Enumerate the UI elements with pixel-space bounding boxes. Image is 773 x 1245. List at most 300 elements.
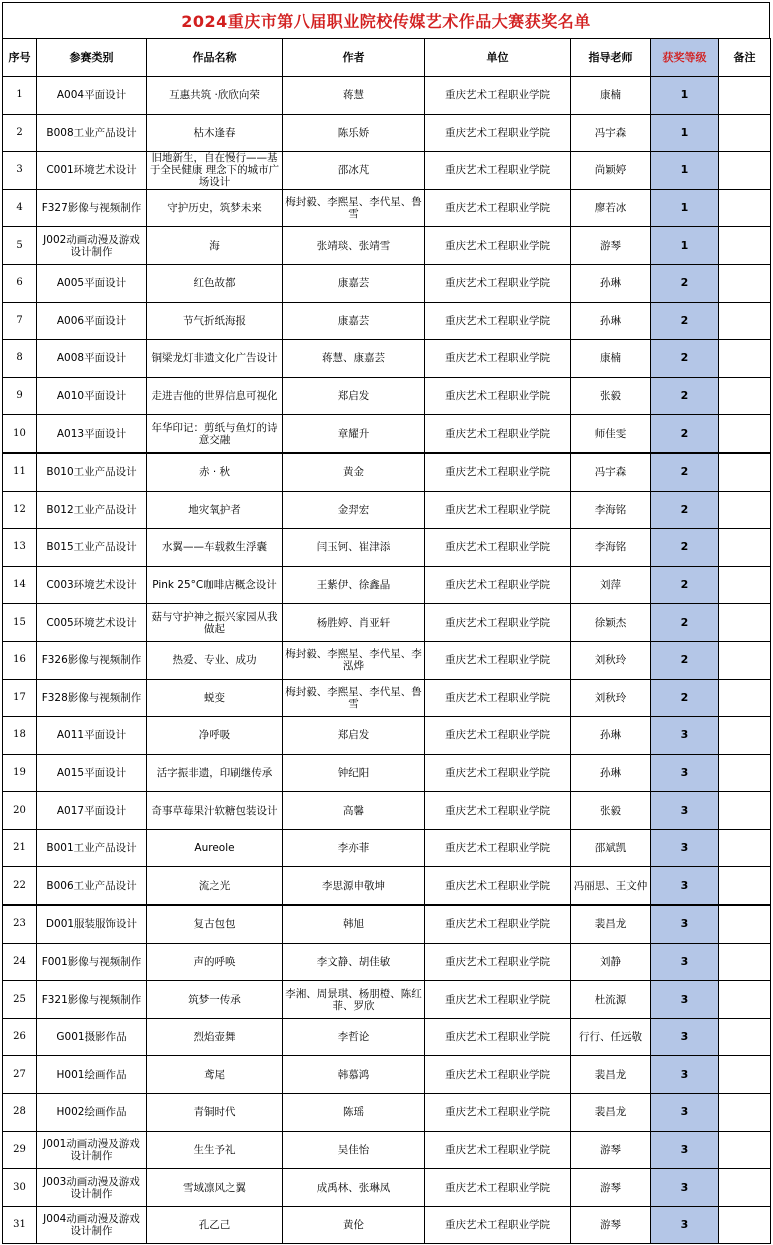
cell-no xyxy=(3,114,37,152)
cell-author-text: 李哲论 xyxy=(337,1031,370,1044)
cell-category-text: C005环境艺术设计 xyxy=(46,616,137,629)
cell-award-level xyxy=(651,77,719,115)
cell-note xyxy=(719,717,771,755)
cell-note xyxy=(719,905,771,943)
cell-award-level xyxy=(651,566,719,604)
cell-work-text: 互惠共筑 ·欣欣向荣 xyxy=(169,89,260,102)
cell-teacher xyxy=(571,77,651,115)
cell-no-text: 12 xyxy=(13,503,26,515)
cell-author-text: 陈乐娇 xyxy=(337,126,370,139)
cell-no xyxy=(3,867,37,905)
cell-work xyxy=(147,377,283,415)
cell-author-text: 黄伦 xyxy=(343,1219,364,1232)
cell-work xyxy=(147,302,283,340)
cell-work-text: 铜梁龙灯非遗文化广告设计 xyxy=(151,352,278,365)
cell-author xyxy=(283,152,425,190)
table-row xyxy=(3,1018,771,1056)
cell-no-text: 13 xyxy=(13,541,26,553)
cell-teacher-text: 尚颖婷 xyxy=(594,164,627,177)
cell-award-level-text: 3 xyxy=(680,1106,689,1119)
cell-award-level-text: 2 xyxy=(680,654,689,667)
cell-work xyxy=(147,981,283,1019)
cell-author-text: 李湘、周景琪、杨朋橙、陈红菲、罗欣 xyxy=(285,987,422,1012)
table-row xyxy=(3,114,771,152)
cell-work xyxy=(147,114,283,152)
cell-category-text: F327影像与视频制作 xyxy=(41,202,142,215)
cell-author xyxy=(283,529,425,567)
cell-no-text: 26 xyxy=(13,1031,26,1043)
cell-no-text: 29 xyxy=(13,1143,26,1155)
cell-award-level xyxy=(651,415,719,453)
cell-award-level xyxy=(651,604,719,642)
cell-work xyxy=(147,943,283,981)
cell-author xyxy=(283,679,425,717)
table-row xyxy=(3,1056,771,1094)
table-row xyxy=(3,302,771,340)
cell-no xyxy=(3,1018,37,1056)
cell-work xyxy=(147,829,283,867)
cell-unit-text: 重庆艺术工程职业学院 xyxy=(445,1219,550,1232)
cell-award-level xyxy=(651,453,719,491)
cell-unit xyxy=(425,340,571,378)
cell-work-text: 旧地新生，自在慢行——基于全民健康 理念下的城市广场设计 xyxy=(149,152,280,189)
cell-award-level-text: 1 xyxy=(680,164,689,177)
cell-award-level xyxy=(651,189,719,227)
cell-category xyxy=(37,829,147,867)
cell-category xyxy=(37,377,147,415)
cell-category-text: A004平面设计 xyxy=(56,89,127,102)
cell-category xyxy=(37,679,147,717)
cell-award-level-text: 1 xyxy=(680,126,689,139)
cell-category-text: J003动画动漫及游戏设计制作 xyxy=(43,1175,140,1200)
award-list-sheet xyxy=(2,2,770,1244)
cell-no-text: 14 xyxy=(13,579,26,591)
cell-category xyxy=(37,641,147,679)
cell-award-level xyxy=(651,981,719,1019)
cell-unit xyxy=(425,189,571,227)
cell-work xyxy=(147,529,283,567)
cell-category xyxy=(37,1018,147,1056)
sheet-title: 2024重庆市第八届职业院校传媒艺术作品大赛获奖名单 xyxy=(2,2,770,38)
cell-teacher-text: 游琴 xyxy=(600,1219,621,1232)
cell-unit-text: 重庆艺术工程职业学院 xyxy=(445,277,550,290)
cell-author-text: 金羿宏 xyxy=(337,503,370,516)
cell-work-text: 生生予礼 xyxy=(193,1143,236,1156)
cell-no-text: 16 xyxy=(13,654,26,666)
cell-category xyxy=(37,1094,147,1132)
cell-author xyxy=(283,566,425,604)
table-row xyxy=(3,1169,771,1207)
cell-no-text: 24 xyxy=(13,955,26,967)
cell-work xyxy=(147,867,283,905)
cell-no xyxy=(3,604,37,642)
cell-category-text: F328影像与视频制作 xyxy=(41,691,142,704)
cell-unit-text: 重庆艺术工程职业学院 xyxy=(445,993,550,1006)
cell-note xyxy=(719,641,771,679)
cell-work-text: 地灾氧护者 xyxy=(188,503,241,516)
cell-no xyxy=(3,189,37,227)
cell-note xyxy=(719,227,771,265)
cell-note xyxy=(719,1056,771,1094)
cell-work xyxy=(147,264,283,302)
cell-teacher-text: 徐颖杰 xyxy=(594,616,627,629)
header-teacher: 指导老师 xyxy=(571,39,651,77)
cell-unit xyxy=(425,377,571,415)
cell-no xyxy=(3,981,37,1019)
cell-award-level-text: 3 xyxy=(680,766,689,779)
cell-no xyxy=(3,415,37,453)
table-row xyxy=(3,77,771,115)
cell-unit-text: 重庆艺术工程职业学院 xyxy=(445,616,550,629)
cell-award-level xyxy=(651,905,719,943)
cell-author-text: 梅封毅、李熙星、李代星、鲁雪 xyxy=(285,196,422,221)
table-row xyxy=(3,867,771,905)
cell-award-level-text: 3 xyxy=(680,1181,689,1194)
cell-category xyxy=(37,77,147,115)
cell-unit xyxy=(425,829,571,867)
cell-no-text: 8 xyxy=(16,352,23,364)
cell-author xyxy=(283,867,425,905)
cell-teacher xyxy=(571,377,651,415)
cell-category-text: C003环境艺术设计 xyxy=(46,579,137,592)
cell-unit xyxy=(425,453,571,491)
cell-note xyxy=(719,1094,771,1132)
cell-work-text: 枯木逢春 xyxy=(193,126,236,139)
cell-award-level-text: 2 xyxy=(680,466,689,479)
cell-teacher-text: 孙琳 xyxy=(600,766,621,779)
cell-unit xyxy=(425,529,571,567)
cell-author xyxy=(283,981,425,1019)
cell-no xyxy=(3,754,37,792)
cell-teacher xyxy=(571,604,651,642)
cell-award-level xyxy=(651,1131,719,1169)
cell-no-text: 20 xyxy=(13,804,26,816)
cell-no-text: 25 xyxy=(13,993,26,1005)
cell-award-level-text: 1 xyxy=(680,202,689,215)
cell-work-text: 孔乙己 xyxy=(198,1219,231,1232)
cell-category-text: B015工业产品设计 xyxy=(46,541,137,554)
header-work: 作品名称 xyxy=(147,39,283,77)
cell-no-text: 2 xyxy=(16,126,23,138)
cell-teacher-text: 游琴 xyxy=(600,1143,621,1156)
cell-unit xyxy=(425,415,571,453)
cell-work xyxy=(147,604,283,642)
cell-no xyxy=(3,943,37,981)
cell-unit xyxy=(425,77,571,115)
cell-teacher-text: 刘萍 xyxy=(600,579,621,592)
cell-teacher-text: 行行、任远敬 xyxy=(579,1031,642,1044)
cell-author xyxy=(283,754,425,792)
cell-note xyxy=(719,754,771,792)
cell-teacher-text: 师佳雯 xyxy=(594,427,627,440)
cell-work-text: 红色故都 xyxy=(193,277,236,290)
cell-unit-text: 重庆艺术工程职业学院 xyxy=(445,766,550,779)
cell-work-text: 热爱、专业、成功 xyxy=(172,654,257,667)
cell-award-level-text: 3 xyxy=(680,729,689,742)
cell-note xyxy=(719,491,771,529)
cell-category xyxy=(37,867,147,905)
table-row xyxy=(3,792,771,830)
cell-author-text: 高馨 xyxy=(343,804,364,817)
cell-work xyxy=(147,566,283,604)
cell-unit-text: 重庆艺术工程职业学院 xyxy=(445,427,550,440)
cell-work xyxy=(147,227,283,265)
cell-teacher xyxy=(571,1018,651,1056)
cell-teacher-text: 廖若冰 xyxy=(594,202,627,215)
cell-teacher xyxy=(571,641,651,679)
table-row xyxy=(3,943,771,981)
cell-unit-text: 重庆艺术工程职业学院 xyxy=(445,202,550,215)
cell-author-text: 张靖琰、张靖雪 xyxy=(316,239,391,252)
cell-note xyxy=(719,152,771,190)
cell-unit xyxy=(425,604,571,642)
cell-no-text: 19 xyxy=(13,766,26,778)
cell-author-text: 闫玉钶、崔津添 xyxy=(316,541,391,554)
cell-unit xyxy=(425,1169,571,1207)
cell-category-text: A013平面设计 xyxy=(56,427,127,440)
cell-work-text: 节气折纸海报 xyxy=(183,314,246,327)
cell-category-text: G001摄影作品 xyxy=(56,1031,127,1044)
table-row xyxy=(3,227,771,265)
header-author: 作者 xyxy=(283,39,425,77)
cell-note xyxy=(719,340,771,378)
cell-no-text: 7 xyxy=(16,314,23,326)
cell-no xyxy=(3,1056,37,1094)
cell-no xyxy=(3,264,37,302)
cell-teacher xyxy=(571,981,651,1019)
cell-author xyxy=(283,1206,425,1244)
cell-teacher xyxy=(571,453,651,491)
cell-author xyxy=(283,1056,425,1094)
cell-no-text: 22 xyxy=(13,879,26,891)
cell-work xyxy=(147,1056,283,1094)
table-row xyxy=(3,415,771,453)
cell-author-text: 蒋慧、康嘉芸 xyxy=(322,352,385,365)
cell-author xyxy=(283,453,425,491)
cell-author xyxy=(283,792,425,830)
cell-work xyxy=(147,754,283,792)
cell-teacher xyxy=(571,152,651,190)
table-row xyxy=(3,566,771,604)
cell-no xyxy=(3,829,37,867)
cell-award-level-text: 3 xyxy=(680,955,689,968)
cell-unit-text: 重庆艺术工程职业学院 xyxy=(445,1143,550,1156)
cell-award-level-text: 2 xyxy=(680,579,689,592)
cell-unit xyxy=(425,641,571,679)
cell-unit-text: 重庆艺术工程职业学院 xyxy=(445,390,550,403)
cell-category xyxy=(37,453,147,491)
cell-unit-text: 重庆艺术工程职业学院 xyxy=(445,654,550,667)
table-row xyxy=(3,453,771,491)
cell-unit-text: 重庆艺术工程职业学院 xyxy=(445,314,550,327)
cell-note xyxy=(719,1169,771,1207)
cell-award-level xyxy=(651,114,719,152)
header-award-level: 获奖等级 xyxy=(651,39,719,77)
cell-work-text: 赤 · 秋 xyxy=(198,466,230,479)
cell-no xyxy=(3,717,37,755)
table-row xyxy=(3,377,771,415)
cell-author xyxy=(283,1169,425,1207)
table-row xyxy=(3,829,771,867)
cell-category-text: C001环境艺术设计 xyxy=(46,164,137,177)
cell-note xyxy=(719,529,771,567)
cell-teacher xyxy=(571,867,651,905)
cell-award-level xyxy=(651,340,719,378)
cell-work-text: 青铜时代 xyxy=(193,1106,236,1119)
cell-unit-text: 重庆艺术工程职业学院 xyxy=(445,1031,550,1044)
cell-work xyxy=(147,905,283,943)
cell-category-text: A005平面设计 xyxy=(56,277,127,290)
cell-teacher-text: 游琴 xyxy=(600,1181,621,1194)
cell-category-text: F321影像与视频制作 xyxy=(41,993,142,1006)
cell-author-text: 吴佳怡 xyxy=(337,1143,370,1156)
cell-unit-text: 重庆艺术工程职业学院 xyxy=(445,918,550,931)
cell-no xyxy=(3,1206,37,1244)
cell-note xyxy=(719,415,771,453)
cell-unit-text: 重庆艺术工程职业学院 xyxy=(445,89,550,102)
table-row xyxy=(3,1131,771,1169)
cell-unit-text: 重庆艺术工程职业学院 xyxy=(445,1068,550,1081)
cell-award-level-text: 2 xyxy=(680,541,689,554)
table-row xyxy=(3,340,771,378)
header-note: 备注 xyxy=(719,39,771,77)
cell-no xyxy=(3,905,37,943)
cell-no-text: 6 xyxy=(16,277,23,289)
cell-note xyxy=(719,189,771,227)
cell-unit xyxy=(425,302,571,340)
cell-category-text: D001服装服饰设计 xyxy=(45,918,138,931)
cell-author-text: 李思源申敬坤 xyxy=(322,879,385,892)
cell-award-level-text: 3 xyxy=(680,993,689,1006)
cell-work xyxy=(147,1206,283,1244)
cell-unit-text: 重庆艺术工程职业学院 xyxy=(445,503,550,516)
cell-no xyxy=(3,340,37,378)
table-row xyxy=(3,905,771,943)
cell-award-level-text: 2 xyxy=(680,691,689,704)
cell-unit xyxy=(425,792,571,830)
table-row xyxy=(3,604,771,642)
cell-category-text: A008平面设计 xyxy=(56,352,127,365)
cell-award-level-text: 2 xyxy=(680,352,689,365)
cell-no-text: 21 xyxy=(13,842,26,854)
cell-teacher-text: 裴昌龙 xyxy=(594,1068,627,1081)
cell-teacher xyxy=(571,792,651,830)
cell-note xyxy=(719,566,771,604)
cell-category xyxy=(37,792,147,830)
cell-author-text: 韩旭 xyxy=(343,918,364,931)
cell-author-text: 李文静、胡佳敏 xyxy=(316,955,391,968)
cell-work xyxy=(147,641,283,679)
cell-teacher-text: 刘秋玲 xyxy=(594,654,627,667)
cell-no-text: 27 xyxy=(13,1068,26,1080)
cell-unit xyxy=(425,867,571,905)
cell-no-text: 17 xyxy=(13,691,26,703)
cell-teacher-text: 裴昌龙 xyxy=(594,918,627,931)
cell-teacher-text: 刘静 xyxy=(600,955,621,968)
cell-note xyxy=(719,604,771,642)
cell-teacher xyxy=(571,679,651,717)
cell-teacher xyxy=(571,340,651,378)
cell-teacher xyxy=(571,264,651,302)
cell-work xyxy=(147,1094,283,1132)
cell-author xyxy=(283,943,425,981)
cell-teacher-text: 张毅 xyxy=(600,390,621,403)
cell-award-level xyxy=(651,792,719,830)
table-body xyxy=(3,77,771,1244)
cell-author-text: 邵冰芃 xyxy=(337,164,370,177)
cell-award-level-text: 2 xyxy=(680,427,689,440)
cell-author-text: 蒋慧 xyxy=(343,89,364,102)
cell-category-text: A017平面设计 xyxy=(56,804,127,817)
cell-author xyxy=(283,77,425,115)
cell-unit-text: 重庆艺术工程职业学院 xyxy=(445,842,550,855)
cell-award-level-text: 3 xyxy=(680,1031,689,1044)
cell-note xyxy=(719,377,771,415)
cell-category-text: A006平面设计 xyxy=(56,314,127,327)
cell-unit xyxy=(425,1056,571,1094)
cell-author-text: 成禹林、张琳凤 xyxy=(316,1181,391,1194)
cell-author xyxy=(283,641,425,679)
cell-no xyxy=(3,679,37,717)
cell-award-level xyxy=(651,717,719,755)
cell-unit-text: 重庆艺术工程职业学院 xyxy=(445,729,550,742)
cell-unit-text: 重庆艺术工程职业学院 xyxy=(445,541,550,554)
cell-category-text: A015平面设计 xyxy=(56,766,127,779)
cell-work-text: 烈焰壶舞 xyxy=(193,1031,236,1044)
cell-work xyxy=(147,1169,283,1207)
cell-work xyxy=(147,1018,283,1056)
cell-note xyxy=(719,981,771,1019)
cell-no xyxy=(3,152,37,190)
cell-unit-text: 重庆艺术工程职业学院 xyxy=(445,126,550,139)
cell-note xyxy=(719,302,771,340)
cell-teacher-text: 孙琳 xyxy=(600,277,621,290)
cell-note xyxy=(719,679,771,717)
cell-unit-text: 重庆艺术工程职业学院 xyxy=(445,1106,550,1119)
cell-teacher-text: 邵斌凯 xyxy=(594,842,627,855)
cell-teacher xyxy=(571,905,651,943)
cell-award-level-text: 3 xyxy=(680,1068,689,1081)
cell-unit xyxy=(425,905,571,943)
cell-work-text: 声的呼唤 xyxy=(193,955,236,968)
cell-author-text: 康嘉芸 xyxy=(337,277,370,290)
header-row xyxy=(3,39,771,77)
cell-work-text: 活字振非遗，印刷继传承 xyxy=(156,766,273,779)
cell-author-text: 杨胜婷、肖亚轩 xyxy=(316,616,391,629)
cell-note xyxy=(719,829,771,867)
cell-teacher xyxy=(571,1056,651,1094)
cell-work xyxy=(147,152,283,190)
cell-teacher xyxy=(571,717,651,755)
cell-no xyxy=(3,227,37,265)
cell-teacher xyxy=(571,491,651,529)
cell-teacher xyxy=(571,829,651,867)
cell-teacher xyxy=(571,189,651,227)
cell-no xyxy=(3,302,37,340)
table-row xyxy=(3,529,771,567)
cell-unit xyxy=(425,981,571,1019)
cell-category xyxy=(37,717,147,755)
cell-no-text: 28 xyxy=(13,1106,26,1118)
cell-note xyxy=(719,1018,771,1056)
cell-work-text: 筑梦一传承 xyxy=(188,993,241,1006)
cell-category-text: B006工业产品设计 xyxy=(46,879,137,892)
cell-award-level-text: 2 xyxy=(680,503,689,516)
cell-award-level xyxy=(651,1018,719,1056)
cell-work-text: 走进吉他的世界信息可视化 xyxy=(151,390,278,403)
cell-teacher xyxy=(571,1206,651,1244)
table-row xyxy=(3,754,771,792)
